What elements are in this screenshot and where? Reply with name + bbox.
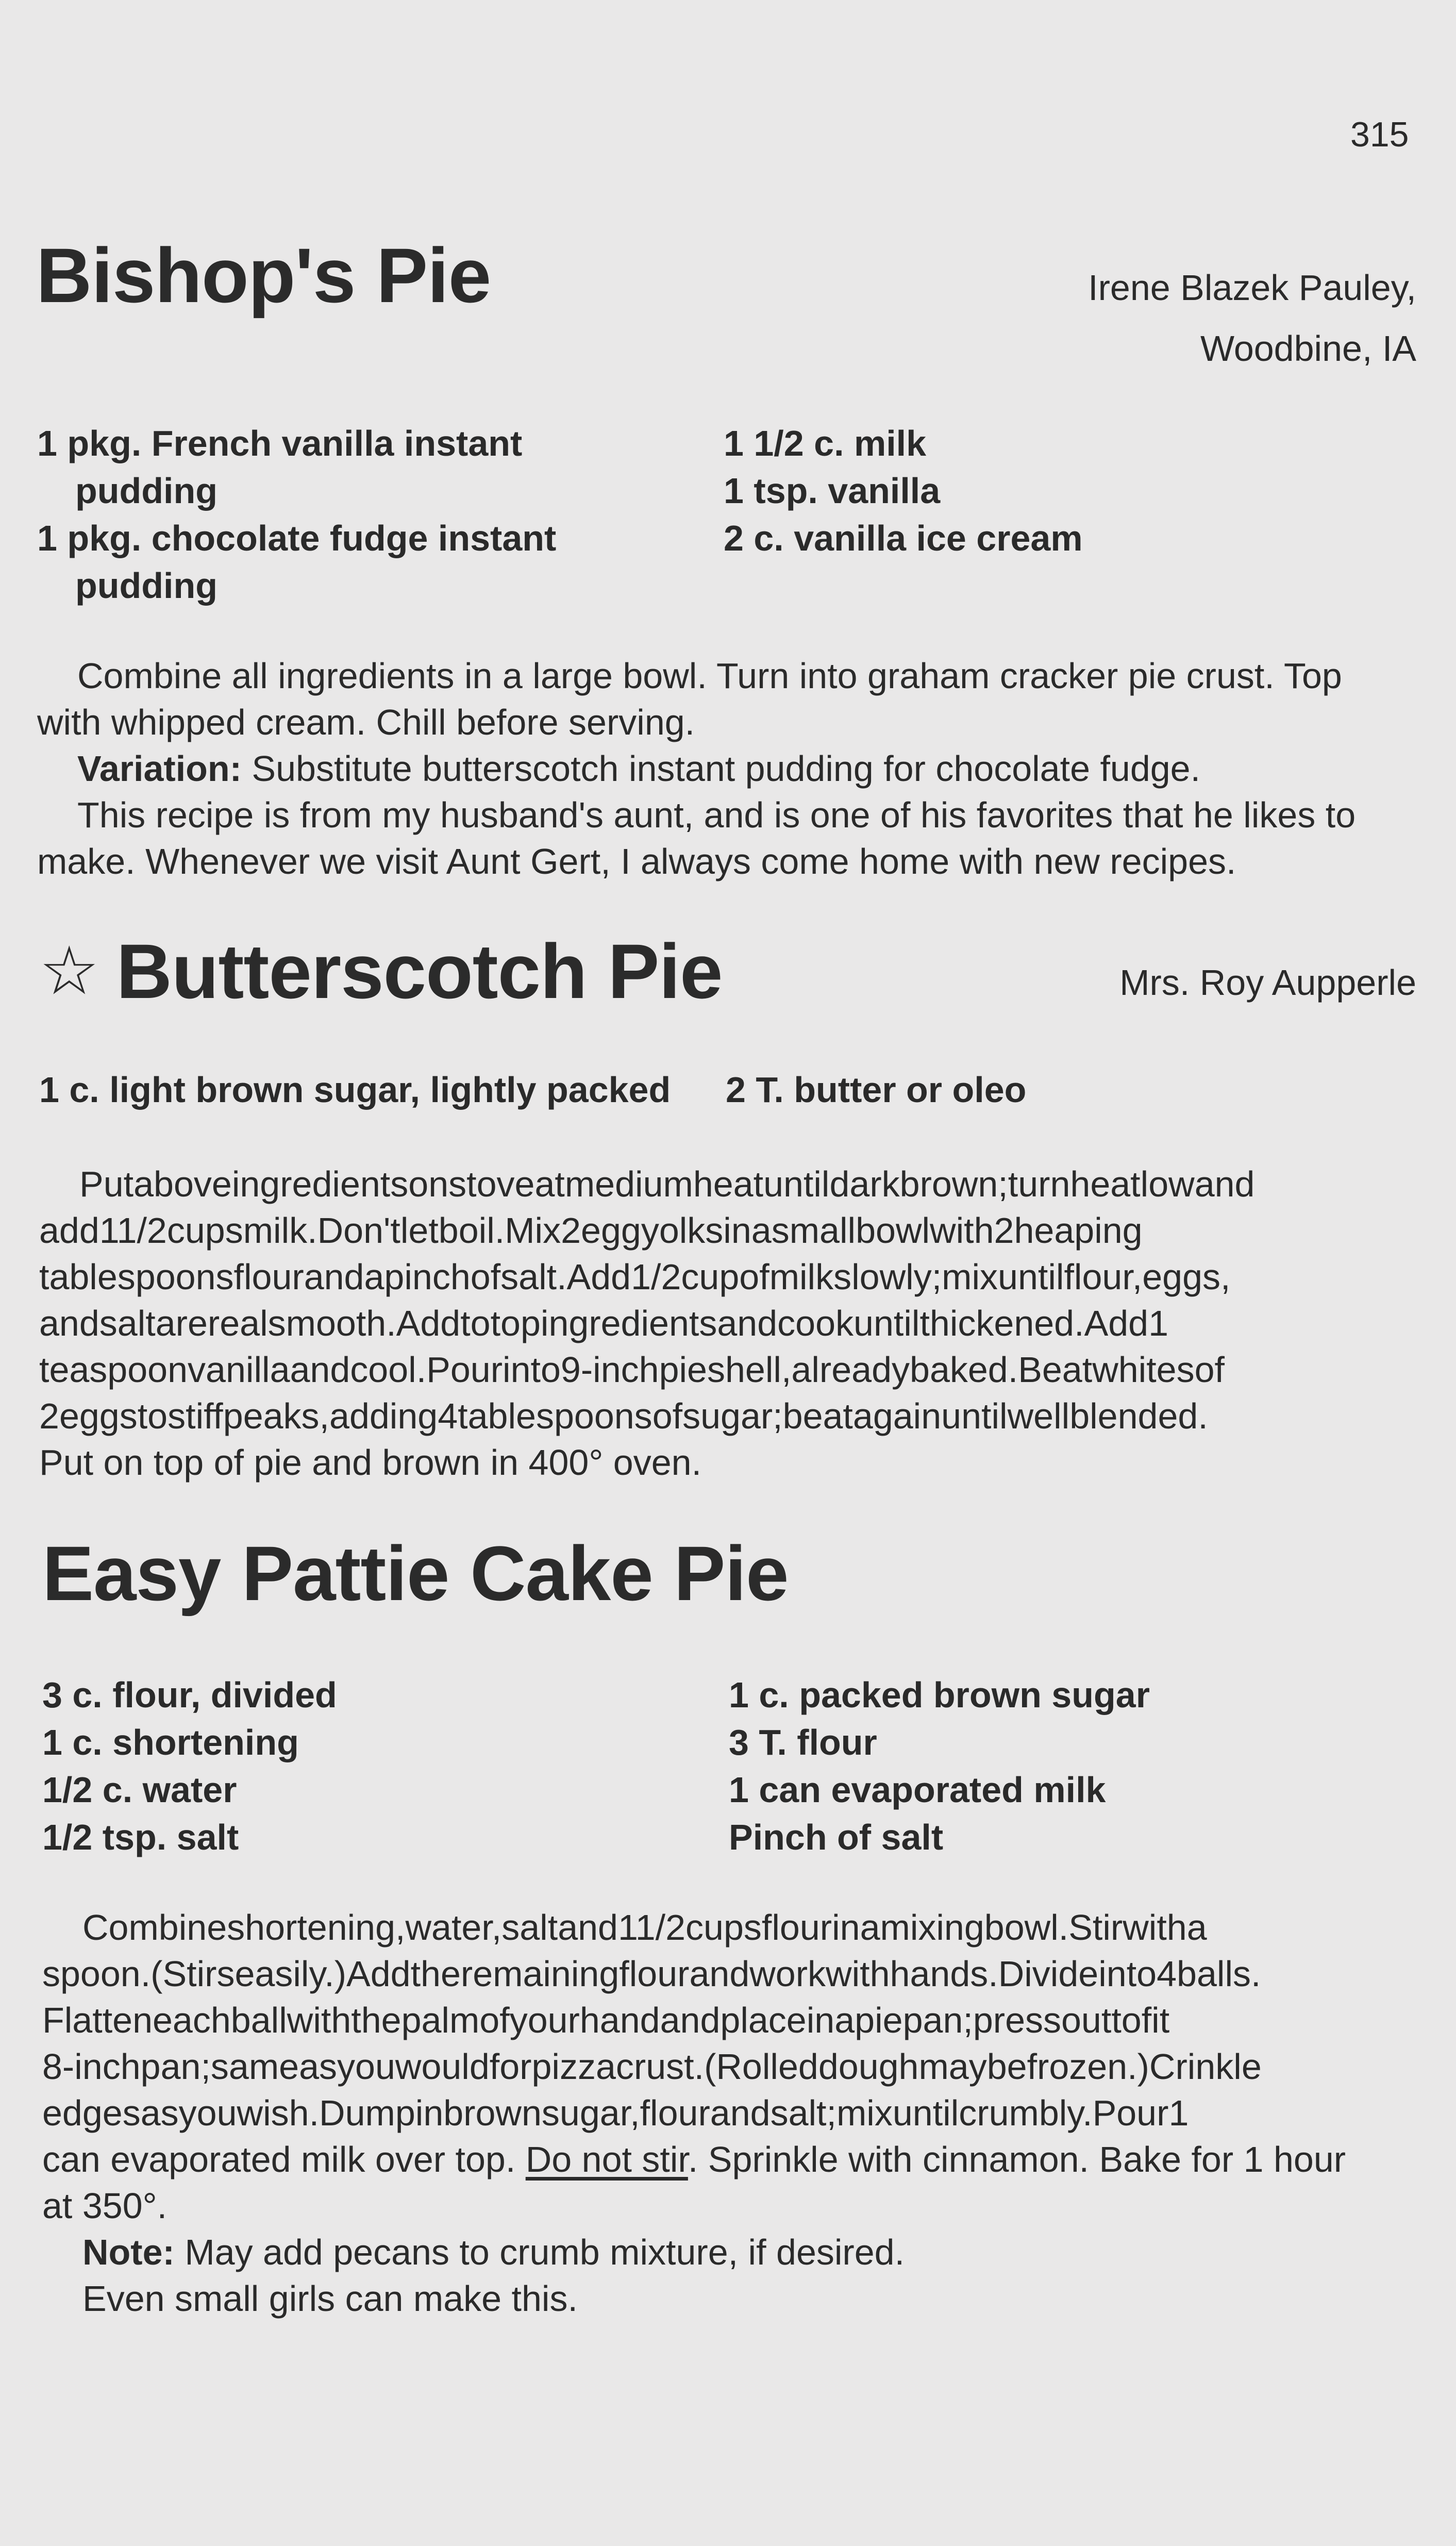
text-line: Combineshortening,water,saltand11/2cupsflourinamixingbowl.Stirwitha <box>82 1907 1207 1948</box>
note-label: Note: <box>82 2232 175 2272</box>
text-line: tablespoonsflourandapinchofsalt.Add1/2cupofmilkslowly;mixuntilflour,eggs, <box>39 1257 1231 1297</box>
ingredients-left <box>42 1671 337 1861</box>
recipe-title-easy-pattie-cake-pie: Easy Pattie Cake Pie <box>42 1530 789 1617</box>
ingredient: Pinch of salt <box>729 1817 944 1857</box>
ingredient: 1 c. light brown sugar, lightly packed <box>39 1070 671 1110</box>
ingredient: 2 T. butter or oleo <box>726 1070 1027 1110</box>
text-line: 8-inchpan;sameasyouwouldforpizzacrust.(Rolleddoughmaybefrozen.)Crinkle <box>42 2046 1262 2087</box>
ingredients-left <box>39 1066 671 1113</box>
ingredients-right <box>724 420 1083 562</box>
text-line: Even small girls can make this. <box>82 2278 578 2319</box>
recipe-directions <box>39 1161 1420 1486</box>
text-line: edgesasyouwish.Dumpinbrownsugar,flourandsalt;mixuntilcrumbly.Pour1 <box>42 2093 1189 2133</box>
text-line: Flatteneachballwiththepalmofyourhandandplaceinapiepan;pressouttofit <box>42 2000 1170 2040</box>
ingredients-left <box>37 420 556 609</box>
ingredient: 3 c. flour, divided <box>42 1675 337 1715</box>
ingredient: 1 c. shortening <box>42 1722 299 1762</box>
note-text: May add pecans to crumb mixture, if desired. <box>174 2232 905 2272</box>
recipe-title-bishops-pie: Bishop's Pie <box>36 232 491 319</box>
text-line: at 350°. <box>42 2186 168 2226</box>
ingredient: 1 pkg. chocolate fudge instant <box>37 518 557 558</box>
underlined-instruction: Do not stir <box>525 2139 688 2179</box>
text-line <box>42 2136 1424 2183</box>
ingredient: 1 tsp. vanilla <box>724 471 941 511</box>
text-segment: . Sprinkle with cinnamon. Bake for 1 hour <box>688 2139 1346 2179</box>
ingredient: 2 c. vanilla ice cream <box>724 518 1083 558</box>
ingredients-right <box>726 1066 1026 1113</box>
ingredient: 1/2 tsp. salt <box>42 1817 239 1857</box>
variation-line <box>37 745 1418 792</box>
text-line: add11/2cupsmilk.Don'tletboil.Mix2eggyolksinasmallbowlwith2heaping <box>39 1210 1143 1251</box>
text-line: Combine all ingredients in a large bowl. Turn into graham cracker pie crust. Top <box>77 656 1342 696</box>
text-line: Put on top of pie and brown in 400° oven. <box>39 1442 702 1483</box>
text-line: Putaboveingredientsonstoveatmediumheatuntildarkbrown;turnheatlowand <box>79 1164 1255 1204</box>
ingredient: 1/2 c. water <box>42 1770 237 1810</box>
recipe-title-butterscotch-pie <box>39 927 723 1016</box>
recipe-directions <box>42 1904 1424 2322</box>
recipe-directions <box>37 653 1418 885</box>
ingredient: 3 T. flour <box>729 1722 877 1762</box>
recipe-title-text: Butterscotch Pie <box>116 928 723 1014</box>
ingredient: pudding <box>75 471 218 511</box>
text-line: andsaltarerealsmooth.Addtotopingredientsandcookuntilthickened.Add1 <box>39 1303 1169 1343</box>
text-line: make. Whenever we visit Aunt Gert, I always come home with new recipes. <box>37 841 1236 881</box>
star-icon: ☆ <box>39 933 99 1008</box>
note-line <box>42 2229 1424 2275</box>
text-line: with whipped cream. Chill before serving. <box>37 702 695 742</box>
ingredient: 1 c. packed brown sugar <box>729 1675 1150 1715</box>
contributor-location: Woodbine, IA <box>1200 328 1416 369</box>
contributor-name: Irene Blazek Pauley, <box>1088 268 1416 308</box>
ingredient: 1 1/2 c. milk <box>724 423 927 463</box>
ingredient: 1 can evaporated milk <box>729 1770 1106 1810</box>
contributor-name: Mrs. Roy Aupperle <box>1119 962 1416 1003</box>
ingredient: pudding <box>75 565 218 606</box>
text-line: spoon.(Stirseasily.)Addtheremainingflourandworkwithhands.Divideinto4balls. <box>42 1954 1261 1994</box>
text-line: 2eggstostiffpeaks,adding4tablespoonsofsugar;beatagainuntilwellblended. <box>39 1396 1208 1436</box>
text-line: This recipe is from my husband's aunt, and is one of his favorites that he likes to <box>77 795 1356 835</box>
ingredient: 1 pkg. French vanilla instant <box>37 423 523 463</box>
text-line: teaspoonvanillaandcool.Pourinto9-inchpieshell,alreadybaked.Beatwhitesof <box>39 1350 1225 1390</box>
text-segment: can evaporated milk over top. <box>42 2139 526 2179</box>
page-number: 315 <box>1350 115 1409 154</box>
variation-label: Variation: <box>77 748 242 789</box>
ingredients-right <box>729 1671 1150 1861</box>
variation-text: Substitute butterscotch instant pudding for chocolate fudge. <box>241 748 1201 789</box>
